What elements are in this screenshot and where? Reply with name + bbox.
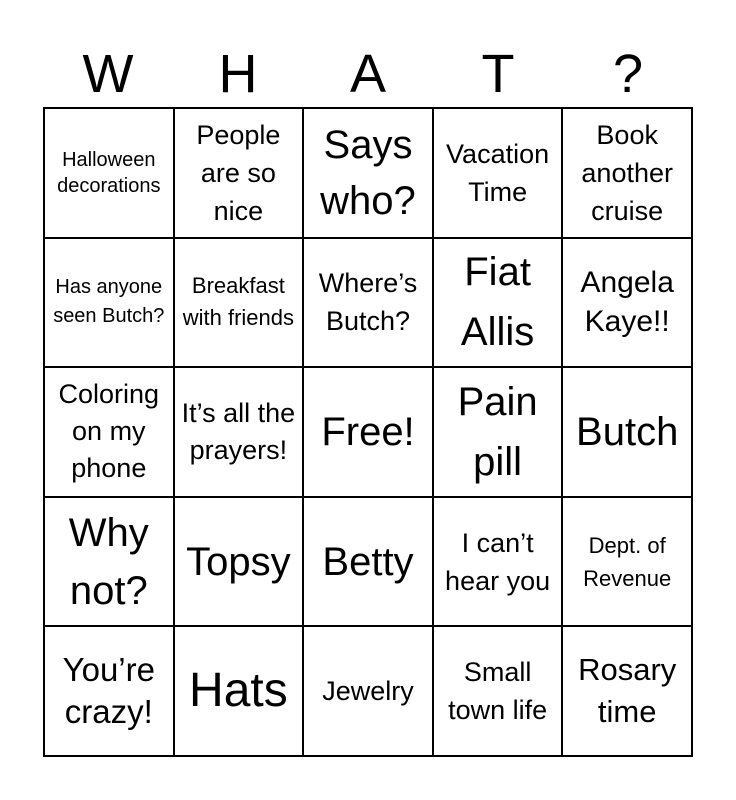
cell-text: Betty [322,539,414,584]
cell-text: Jewelry [322,676,414,707]
bingo-cell[interactable] [433,238,563,368]
bingo-cell[interactable] [562,626,692,756]
cell-text: Free! [321,409,415,454]
cell-text: Book another cruise [581,119,673,226]
header-letter-w: W [82,44,134,104]
cell-text: Halloween decorations [57,148,161,197]
cell-text: Has anyone seen Butch? [53,276,165,328]
header-letter-h: H [218,44,258,104]
cell-text: Hats [189,664,288,718]
bingo-cell[interactable] [433,108,563,238]
cell-text: You’re crazy! [62,651,155,731]
bingo-cell[interactable] [433,367,563,497]
bingo-cell[interactable] [303,367,433,497]
cell-text: Breakfast with friends [182,273,295,331]
cell-text: Angela Kaye!! [580,266,674,339]
bingo-cell[interactable] [174,238,304,368]
header-letter-question: ? [612,44,644,104]
bingo-cell[interactable] [303,238,433,368]
header-letter-t: T [481,44,515,104]
bingo-cell[interactable] [174,497,304,627]
bingo-cell[interactable] [174,626,304,756]
cell-text: It’s all the prayers! [181,397,296,465]
bingo-cell[interactable] [433,626,563,756]
cell-text: People are so nice [196,119,281,226]
cell-text: Topsy [186,539,291,584]
cell-text: Says who? [320,122,416,223]
bingo-cell[interactable] [433,497,563,627]
cell-text: Where’s Butch? [318,268,418,337]
cell-text: I can’t hear you [445,527,551,596]
cell-text: Pain pill [457,379,538,484]
bingo-board [43,107,693,757]
bingo-header [43,40,693,108]
bingo-cell[interactable] [44,626,174,756]
bingo-cell[interactable] [303,108,433,238]
bingo-cell[interactable] [174,367,304,497]
cell-text: Why not? [68,510,149,613]
bingo-cell[interactable] [562,367,692,497]
cell-text: Coloring on my phone [58,379,160,484]
bingo-cell[interactable] [44,367,174,497]
bingo-cell[interactable] [562,238,692,368]
cell-text: Rosary time [578,652,677,730]
bingo-cell[interactable] [44,108,174,238]
cell-text: Vacation Time [446,138,550,207]
cell-text: Dept. of Revenue [583,532,672,591]
bingo-cell[interactable] [44,238,174,368]
cell-text: Butch [576,409,679,454]
bingo-cell[interactable] [562,108,692,238]
cell-text: Small town life [448,657,548,726]
cell-text: Fiat Allis [460,250,535,355]
bingo-cell[interactable] [303,626,433,756]
header-letter-a: A [349,44,387,104]
bingo-cell[interactable] [303,497,433,627]
bingo-cell[interactable] [562,497,692,627]
bingo-cell[interactable] [44,497,174,627]
bingo-cell[interactable] [174,108,304,238]
